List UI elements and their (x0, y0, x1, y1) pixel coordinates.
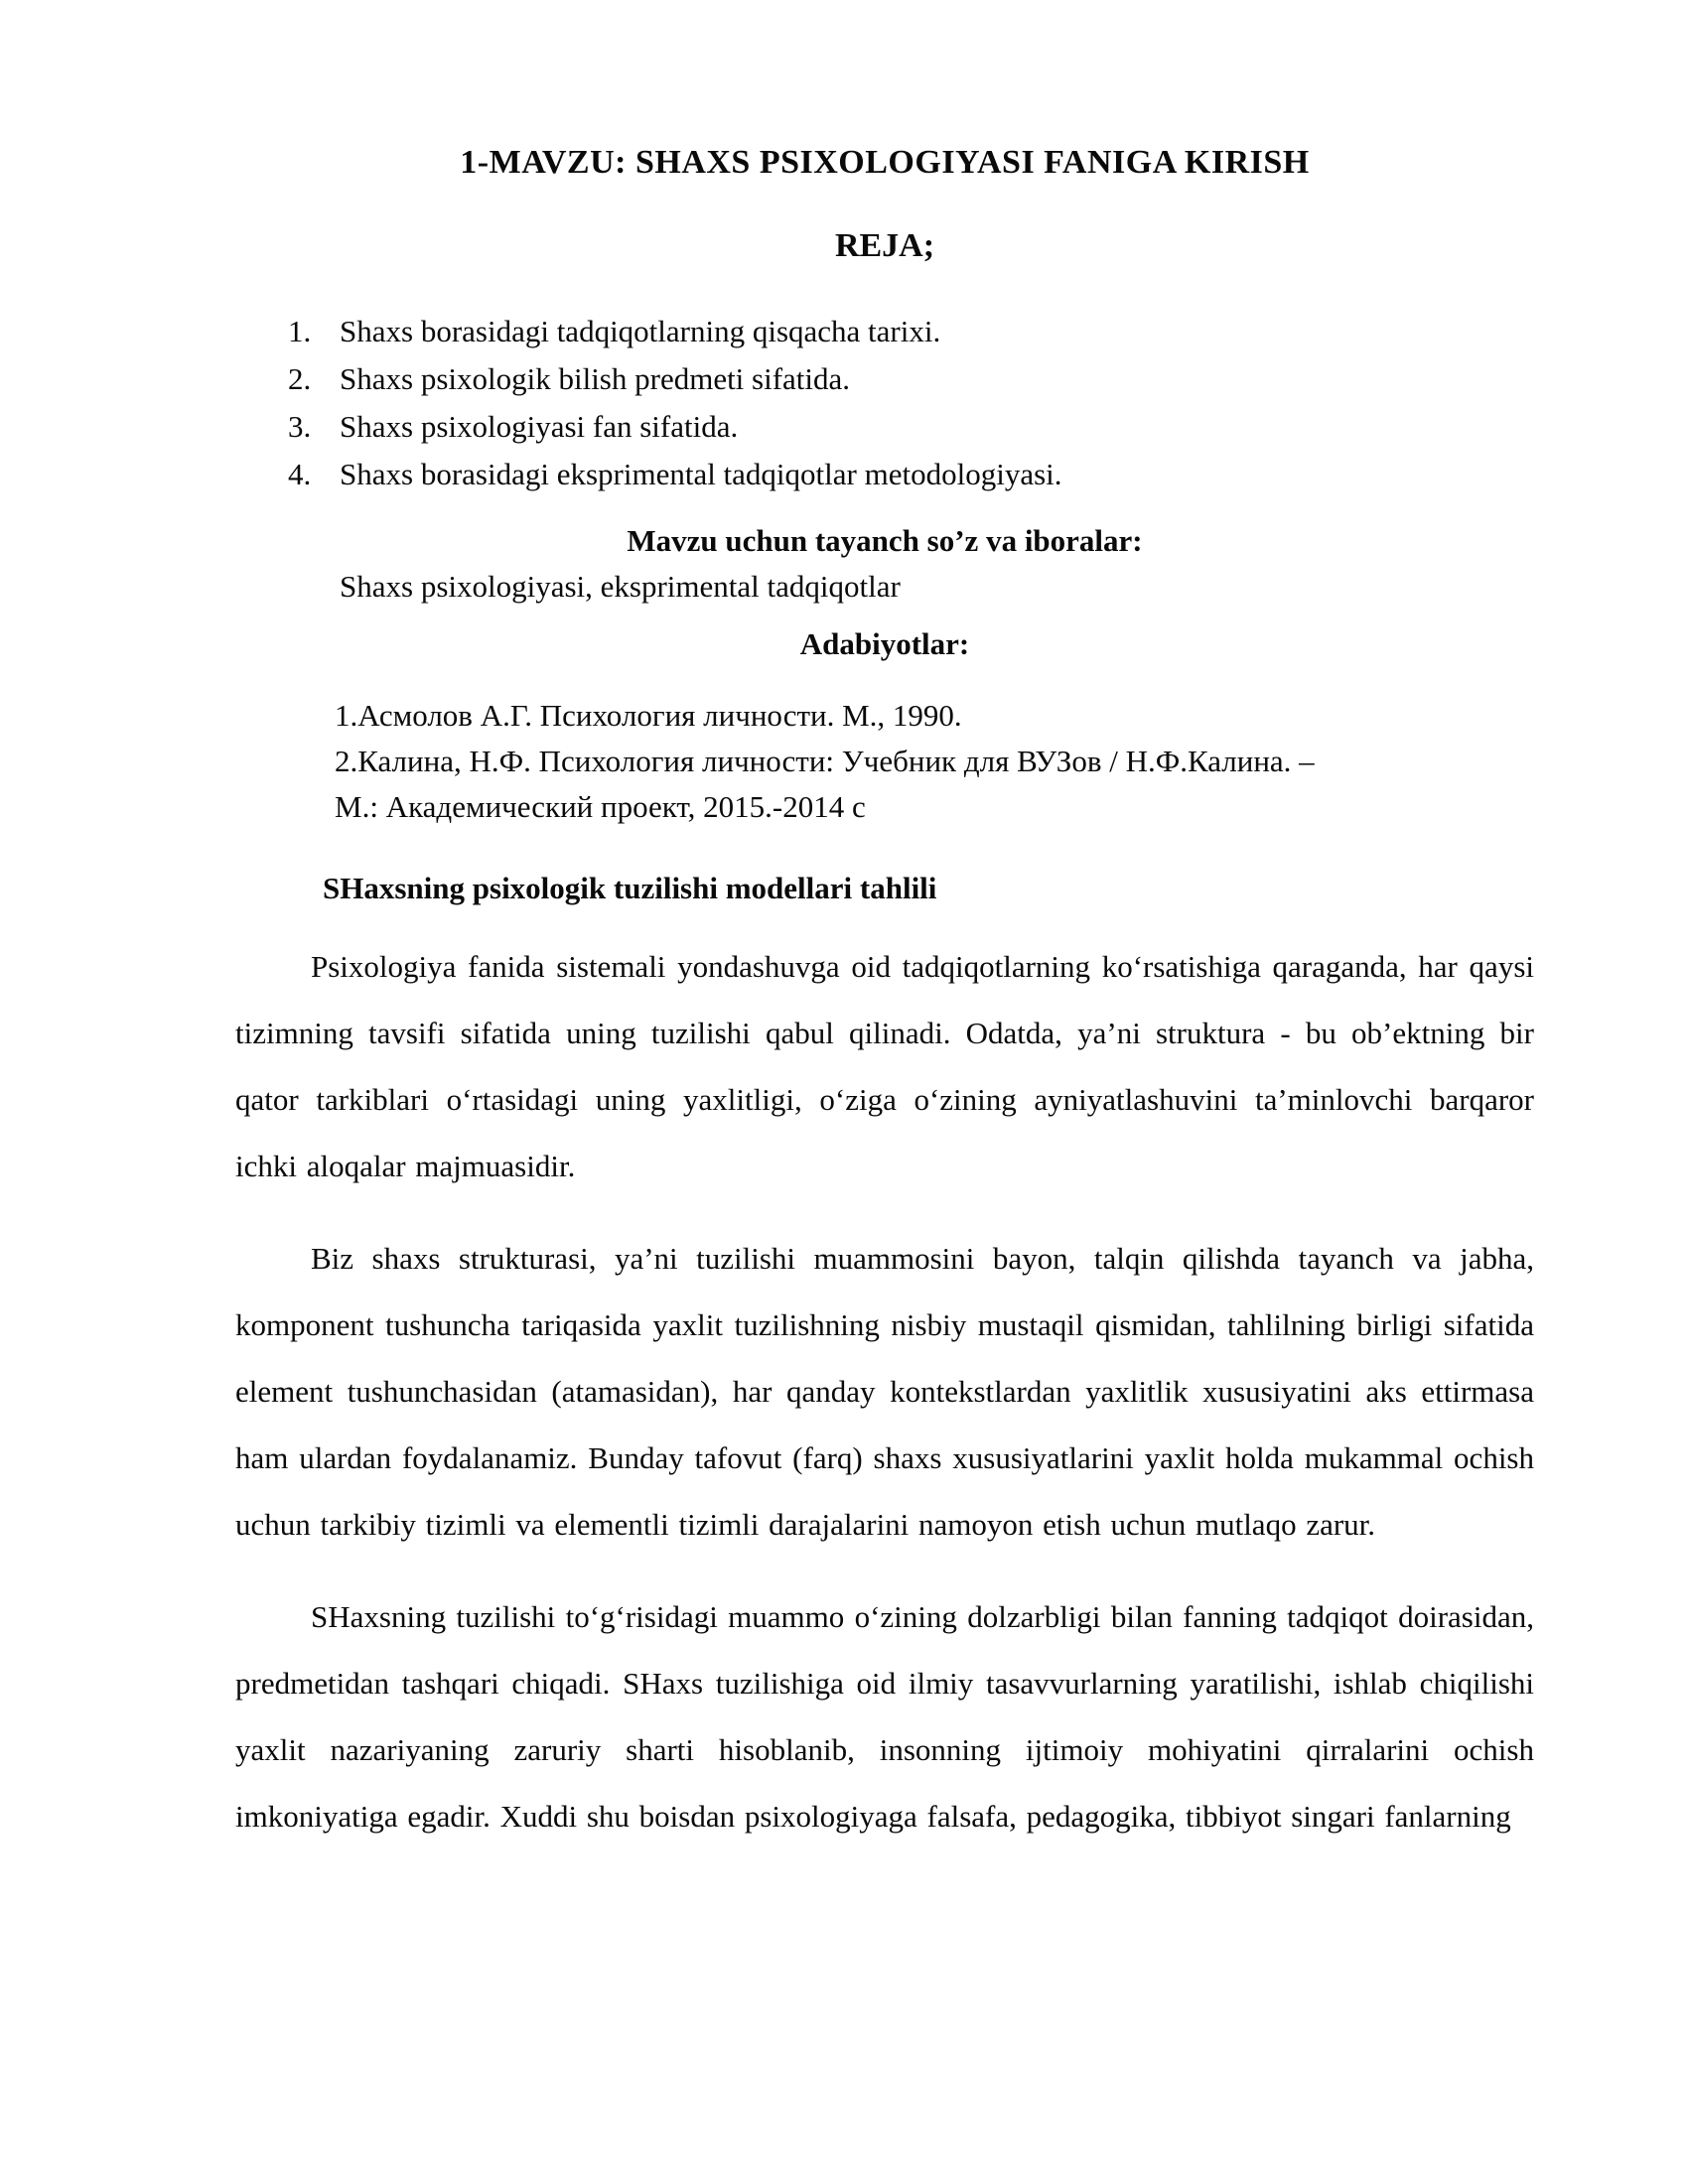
plan-item-text: Shaxs borasidagi eksprimental tadqiqotlar metodologiyasi. (340, 457, 1062, 491)
body-paragraph: Psixologiya fanida sistemali yondashuvga oid tadqiqotlarning ko‘rsatishiga qaraganda, har qaysi tizimning tavsifi sifatida uning tuzilishi qabul qilinadi. Odatda, ya’ni struktura - bu ob’ektning bir qator tarkiblari o‘rtasidagi uning yaxlitligi, o‘ziga o‘zining ayniyatlashuvini ta’minlovchi barqaror ichki aloqalar majmuasidir. (235, 949, 1534, 1183)
plan-heading: REJA; (834, 227, 935, 264)
reference-line: М.: Академический проект, 2015.-2014 с (335, 789, 866, 824)
references-block (335, 693, 1534, 830)
plan-item-text: Shaxs psixologik bilish predmeti sifatida. (340, 361, 851, 396)
plan-item-number: 3. (288, 409, 312, 444)
literature-heading: Adabiyotlar: (799, 626, 970, 661)
plan-item (288, 451, 1534, 498)
document-title: 1-MAVZU: SHAXS PSIXOLOGIYASI FANIGA KIRISH (460, 144, 1310, 181)
plan-item-number: 4. (288, 457, 312, 491)
plan-item-number: 2. (288, 361, 312, 396)
plan-item (288, 308, 1534, 355)
plan-list (288, 308, 1534, 498)
plan-item-text: Shaxs borasidagi tadqiqotlarning qisqacha tarixi. (340, 314, 941, 348)
keywords-heading: Mavzu uchun tayanch so’z va iboralar: (627, 523, 1143, 558)
plan-item (288, 403, 1534, 451)
reference-line: 1.Асмолов А.Г. Психология личности. М., 1990. (335, 698, 962, 733)
keywords-text: Shaxs psixologiyasi, eksprimental tadqiqotlar (340, 569, 901, 604)
plan-item-text: Shaxs psixologiyasi fan sifatida. (340, 409, 739, 444)
section-heading: SHaxsning psixologik tuzilishi modellari tahlili (323, 871, 937, 905)
plan-item (288, 355, 1534, 403)
reference-line: 2.Калина, Н.Ф. Психология личности: Учебник для ВУЗов / Н.Ф.Калина. – (335, 744, 1315, 778)
plan-item-number: 1. (288, 314, 312, 348)
body-paragraph: SHaxsning tuzilishi to‘g‘risidagi muammo o‘zining dolzarbligi bilan fanning tadqiqot doirasidan, predmetidan tashqari chiqadi. SHaxs tuzilishiga oid ilmiy tasavvurlarning yaratilishi, ishlab chiqilishi yaxlit nazariyaning zaruriy sharti hisoblanib, insonning ijtimoiy mohiyatini qirralarini ochish imkoniyatiga egadir. Xuddi shu boisdan psixologiyaga falsafa, pedagogika, tibbiyot singari fanlarning (235, 1599, 1534, 1834)
body-paragraph: Biz shaxs strukturasi, ya’ni tuzilishi muammosini bayon, talqin qilishda tayanch va jabha, komponent tushuncha tariqasida yaxlit tuzilishning nisbiy mustaqil qismidan, tahlilning birligi sifatida element tushunchasidan (atamasidan), har qanday kontekstlardan yaxlitlik xususiyatini aks ettirmasa ham ulardan foydalanamiz. Bunday tafovut (farq) shaxs xususiyatlarini yaxlit holda mukammal ochish uchun tarkibiy tizimli va elementli tizimli darajalarini namoyon etish uchun mutlaqo zarur. (235, 1241, 1534, 1542)
